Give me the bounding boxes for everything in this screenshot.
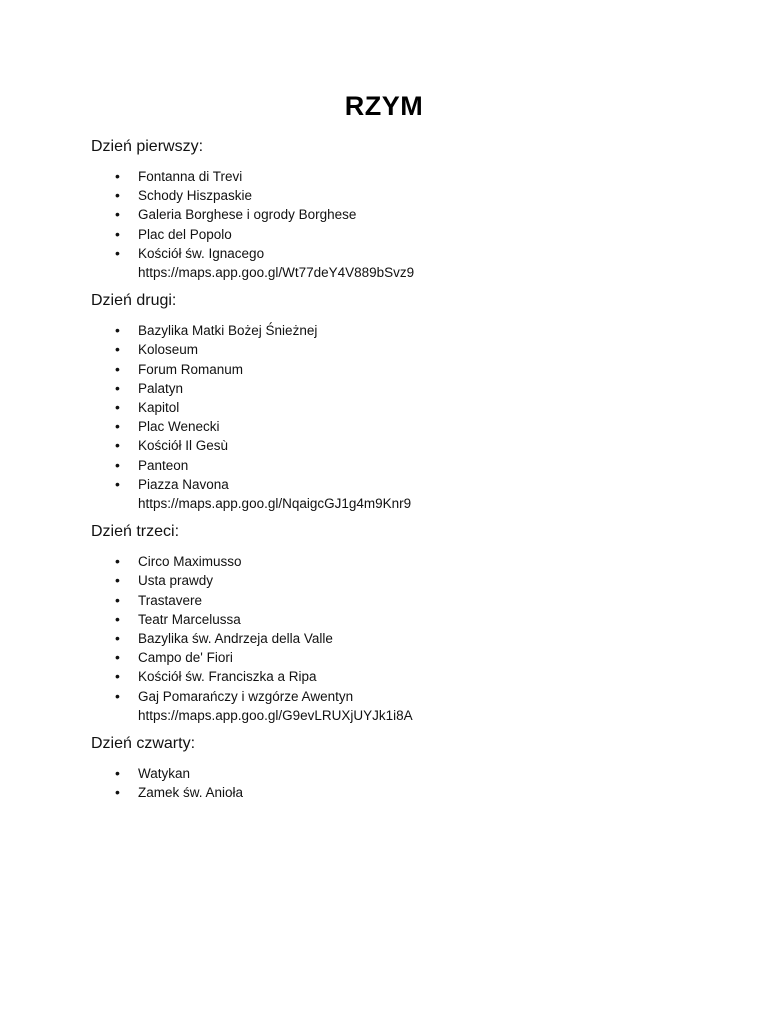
day-section: [91, 733, 711, 802]
list-item: [115, 475, 711, 494]
list-item: [115, 456, 711, 475]
bullet-icon: •: [115, 765, 120, 782]
attraction-name: Campo de' Fiori: [138, 650, 233, 666]
list-item: [115, 205, 711, 224]
list-item: [115, 379, 711, 398]
bullet-icon: •: [115, 225, 120, 242]
attraction-name: Forum Romanum: [138, 361, 244, 377]
attraction-list: [91, 167, 711, 263]
attraction-name: Kościół Il Gesù: [138, 438, 229, 454]
bullet-icon: •: [115, 649, 120, 666]
bullet-icon: •: [115, 322, 120, 339]
bullet-icon: •: [115, 418, 120, 435]
day-section: [91, 290, 711, 513]
list-item: [115, 667, 711, 686]
list-item: [115, 436, 711, 455]
attraction-name: Gaj Pomarańczy i wzgórze Awentyn: [138, 688, 354, 704]
attraction-list: [91, 764, 711, 802]
list-item: [115, 225, 711, 244]
attraction-name: Plac Wenecki: [138, 419, 220, 435]
map-link[interactable]: https://maps.app.goo.gl/NqaigcGJ1g4m9Knr9: [138, 496, 412, 512]
list-item: [115, 629, 711, 648]
list-item: [115, 321, 711, 340]
attraction-name: Trastavere: [138, 592, 203, 608]
bullet-icon: •: [115, 168, 120, 184]
bullet-icon: •: [115, 206, 120, 223]
bullet-icon: •: [115, 379, 120, 396]
attraction-name: Panteon: [138, 457, 189, 473]
list-item: [115, 167, 711, 186]
list-item: [115, 186, 711, 205]
bullet-icon: •: [115, 244, 120, 261]
list-item: [115, 764, 711, 783]
list-item: [115, 360, 711, 379]
attraction-name: Zamek św. Anioła: [138, 785, 244, 801]
bullet-icon: •: [115, 341, 120, 358]
list-item: [115, 552, 711, 571]
map-link[interactable]: https://maps.app.goo.gl/Wt77deY4V889bSvz9: [138, 265, 415, 281]
list-item: [115, 687, 711, 706]
bullet-icon: •: [115, 591, 120, 608]
day-heading: Dzień pierwszy:: [91, 138, 204, 155]
attraction-name: Piazza Navona: [138, 476, 229, 492]
list-item: [115, 783, 711, 802]
day-section: [91, 136, 711, 282]
bullet-icon: •: [115, 187, 120, 204]
bullet-icon: •: [115, 572, 120, 589]
attraction-name: Watykan: [138, 766, 191, 782]
attraction-name: Fontanna di Trevi: [138, 169, 243, 184]
day-heading: Dzień czwarty:: [91, 735, 196, 753]
bullet-icon: •: [115, 687, 120, 704]
bullet-icon: •: [115, 668, 120, 685]
bullet-icon: •: [115, 553, 120, 570]
list-item: [115, 610, 711, 629]
attraction-name: Koloseum: [138, 342, 199, 358]
list-item: [115, 571, 711, 590]
bullet-icon: •: [115, 456, 120, 473]
attraction-name: Kapitol: [138, 400, 180, 416]
day-heading: Dzień drugi:: [91, 292, 177, 310]
attraction-name: Bazylika św. Andrzeja della Valle: [138, 631, 333, 647]
bullet-icon: •: [115, 360, 120, 377]
attraction-name: Kościół św. Ignacego: [138, 245, 265, 261]
attraction-name: Galeria Borghese i ogrody Borghese: [138, 207, 357, 223]
list-item: [115, 340, 711, 359]
document-title: RZYM: [344, 91, 424, 121]
attraction-name: Plac del Popolo: [138, 226, 232, 242]
day-heading: Dzień trzeci:: [91, 523, 180, 541]
attraction-name: Schody Hiszpaskie: [138, 188, 253, 204]
attraction-name: Usta prawdy: [138, 573, 214, 589]
list-item: [115, 648, 711, 667]
attraction-name: Circo Maximusso: [138, 554, 242, 570]
list-item: [115, 417, 711, 436]
attraction-name: Bazylika Matki Bożej Śnieżnej: [138, 323, 318, 339]
bullet-icon: •: [115, 475, 120, 492]
bullet-icon: •: [115, 437, 120, 454]
bullet-icon: •: [115, 399, 120, 416]
attraction-name: Kościół św. Franciszka a Ripa: [138, 669, 317, 685]
bullet-icon: •: [115, 784, 120, 801]
attraction-list: [91, 321, 711, 494]
bullet-icon: •: [115, 630, 120, 647]
list-item: [115, 591, 711, 610]
day-section: [91, 521, 711, 725]
map-link[interactable]: https://maps.app.goo.gl/G9evLRUXjUYJk1i8A: [138, 707, 413, 723]
itinerary: [91, 136, 711, 810]
list-item: [115, 244, 711, 263]
attraction-list: [91, 552, 711, 706]
attraction-name: Teatr Marcelussa: [138, 611, 241, 627]
attraction-name: Palatyn: [138, 380, 184, 396]
bullet-icon: •: [115, 610, 120, 627]
list-item: [115, 398, 711, 417]
